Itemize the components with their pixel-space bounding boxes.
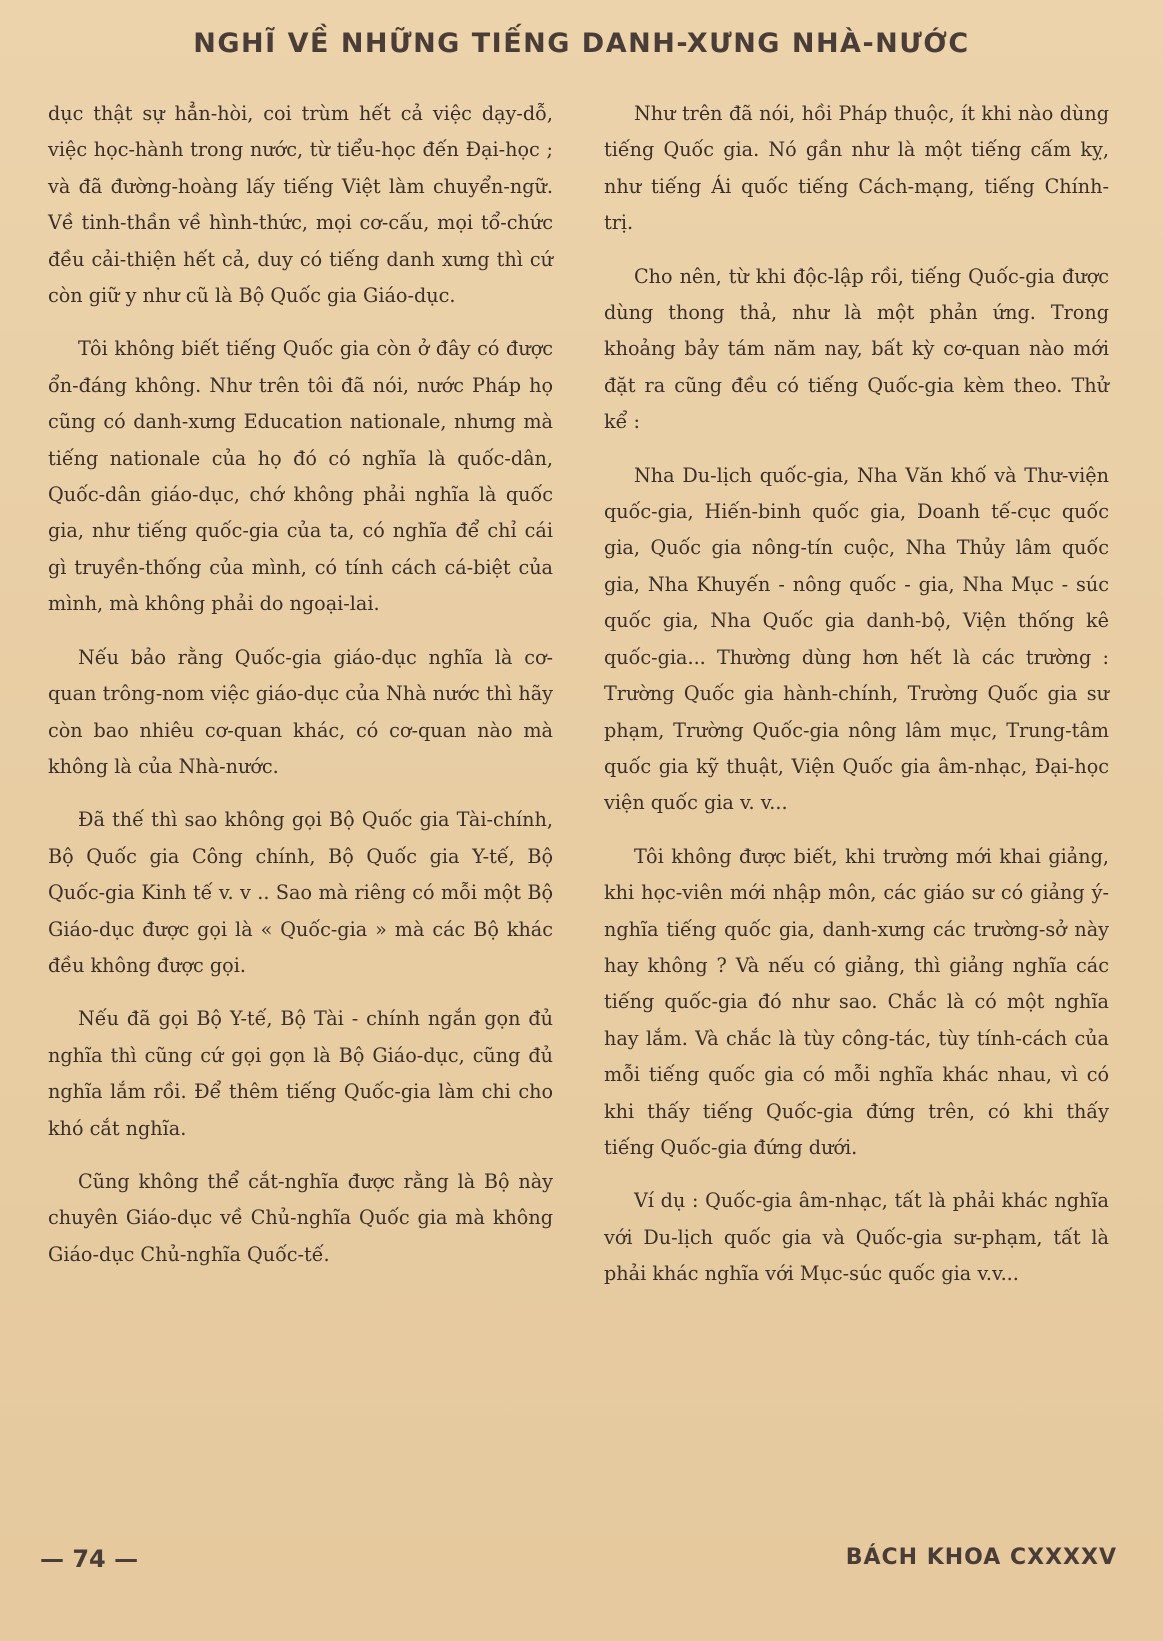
paragraph: Tôi không được biết, khi trường mới khai giảng, khi học-viên mới nhập môn, các giáo sư có giảng ý-nghĩa tiếng quốc gia, danh-xưng các trường-sở này hay không ? Và nếu có giảng, thì giảng nghĩa các tiếng quốc-gia đó như sao. Chắc là có một nghĩa hay lắm. Và chắc là tùy công-tác, tùy tính-cách của mỗi tiếng quốc gia có mỗi nghĩa khác nhau, vì có khi thấy tiếng Quốc-gia đứng trên, có khi thấy tiếng Quốc-gia đứng dưới. [604,844,1109,1159]
running-header: NGHĨ VỀ NHỮNG TIẾNG DANH-XƯNG NHÀ-NƯỚC [193,28,970,59]
paragraph: Tôi không biết tiếng Quốc gia còn ở đây có được ổn-đáng không. Như trên tôi đã nói, nước Pháp họ cũng có danh-xưng Education nationale, nhưng mà tiếng nationale của họ đó có nghĩa là quốc-dân, Quốc-dân giáo-dục, chớ không phải nghĩa là quốc gia, như tiếng quốc-gia của ta, có nghĩa để chỉ cái gì truyền-thống của mình, có tính cách cá-biệt của mình, mà không phải do ngoại-lai. [48,337,553,616]
paragraph: Đã thế thì sao không gọi Bộ Quốc gia Tài-chính, Bộ Quốc gia Công chính, Bộ Quốc gia Y-tế, Bộ Quốc-gia Kinh tế v. v .. Sao mà riêng có mỗi một Bộ Giáo-dục được gọi là « Quốc-gia » mà các Bộ khác đều không được gọi. [48,808,553,977]
paragraph: Như trên đã nói, hồi Pháp thuộc, ít khi nào dùng tiếng Quốc gia. Nó gần như là một tiếng cấm kỵ, như tiếng Ái quốc tiếng Cách-mạng, tiếng Chính-trị. [604,102,1109,235]
paragraph: Cũng không thể cắt-nghĩa được rằng là Bộ này chuyên Giáo-dục về Chủ-nghĩa Quốc gia mà không Giáo-dục Chủ-nghĩa Quốc-tế. [48,1169,553,1266]
paragraph: Cho nên, từ khi độc-lập rồi, tiếng Quốc-gia được dùng thong thả, như là một phản ứng. Trong khoảng bảy tám năm nay, bất kỳ cơ-quan nào mới đặt ra cũng đều có tiếng Quốc-gia kèm theo. Thử kể : [604,264,1109,434]
paragraph: dục thật sự hẳn-hòi, coi trùm hết cả việc dạy-dỗ, việc học-hành trong nước, từ tiểu-học đến Đại-học ; và đã đường-hoàng lấy tiếng Việt làm chuyển-ngữ. Về tinh-thần về hình-thức, mọi cơ-cấu, mọi tổ-chức đều cải-thiện hết cả, duy có tiếng danh xưng thì cứ còn giữ y như cũ là Bộ Quốc gia Giáo-dục. [48,102,553,308]
paragraph: Nếu bảo rằng Quốc-gia giáo-dục nghĩa là cơ-quan trông-nom việc giáo-dục của Nhà nước thì hãy còn bao nhiêu cơ-quan khác, có cơ-quan nào mà không là của Nhà-nước. [48,645,553,778]
paragraph: Nha Du-lịch quốc-gia, Nha Văn khố và Thư-viện quốc-gia, Hiến-binh quốc gia, Doanh tế-cục quốc gia, Quốc gia nông-tín cuộc, Nha Thủy lâm quốc gia, Nha Khuyến - nông quốc - gia, Nha Mục - súc quốc gia, Nha Quốc gia danh-bộ, Viện thống kê quốc-gia... Thường dùng hơn hết là các trường : Trường Quốc gia hành-chính, Trường Quốc gia sư phạm, Trường Quốc-gia nông lâm mục, Trung-tâm quốc gia kỹ thuật, Viện Quốc gia âm-nhạc, Đại-học viện quốc gia v. v... [604,463,1109,815]
right-column [604,96,1109,1310]
paragraph: Ví dụ : Quốc-gia âm-nhạc, tất là phải khác nghĩa với Du-lịch quốc gia và Quốc-gia sư-phạm, tất là phải khác nghĩa với Mục-súc quốc gia v.v... [604,1189,1109,1286]
left-column [48,96,553,1290]
page-number: — 74 — [40,1545,139,1573]
paragraph: Nếu đã gọi Bộ Y-tế, Bộ Tài - chính ngắn gọn đủ nghĩa thì cũng cứ gọi gọn là Bộ Giáo-dục, cũng đủ nghĩa lắm rồi. Để thêm tiếng Quốc-gia làm chi cho khó cắt nghĩa. [48,1007,553,1140]
publication-name: BÁCH KHOA CXXXXV [845,1545,1117,1570]
